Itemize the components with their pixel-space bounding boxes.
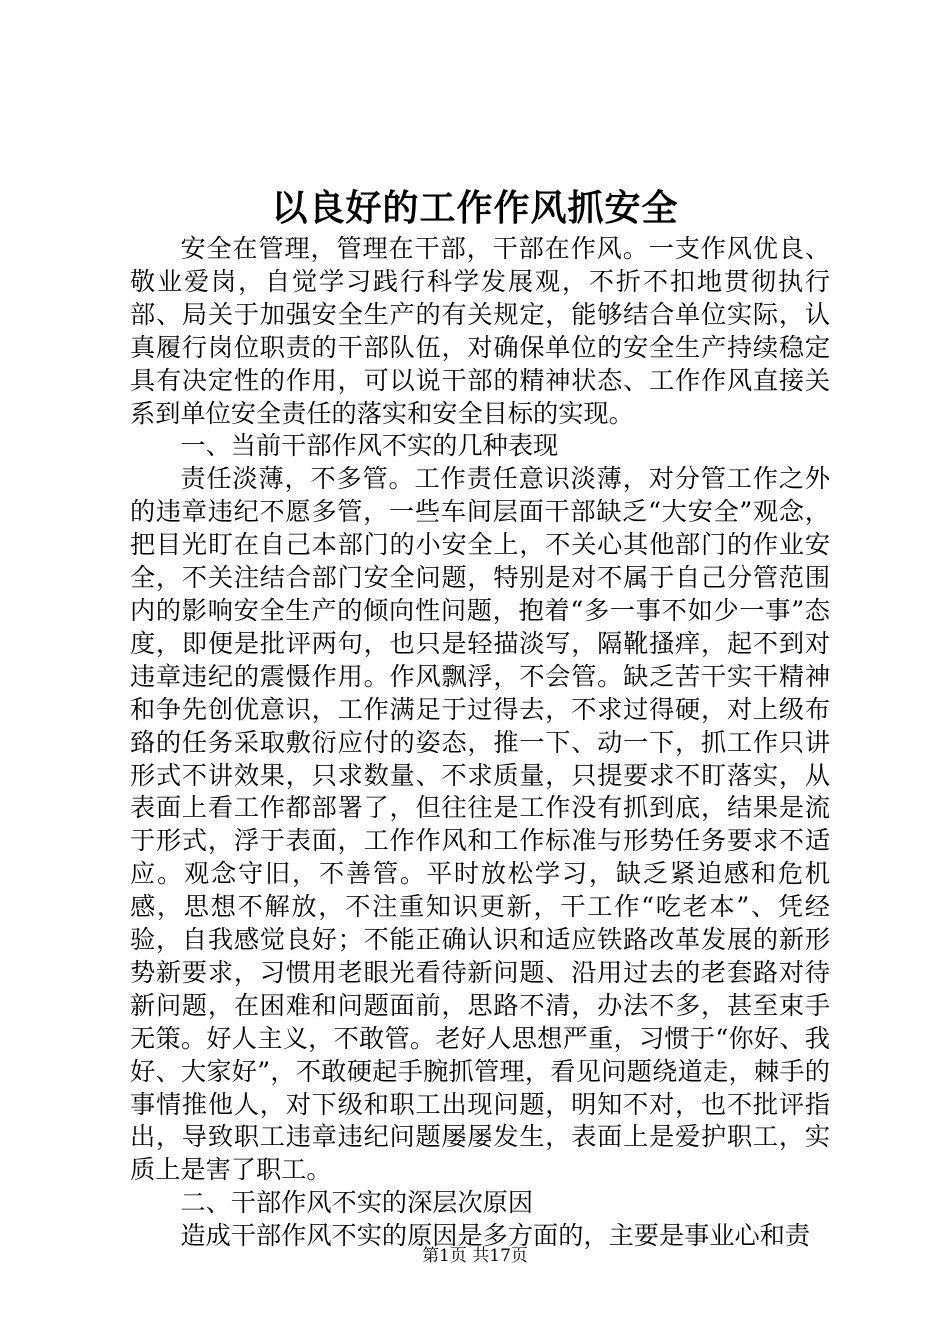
document-title: 以良好的工作作风抓安全 <box>271 187 679 229</box>
document-body <box>130 233 830 1253</box>
page-number-footer: 第1页 共17页 <box>422 1246 528 1266</box>
section-heading-2: 二、干部作风不实的深层次原因 <box>180 1188 534 1218</box>
section-heading-1: 一、当前干部作风不实的几种表现 <box>180 431 559 461</box>
section-2-paragraph: 造成干部作风不实的原因是多方面的，主要是事业心和责 <box>180 1221 811 1251</box>
section-1-paragraph: 责任淡薄，不多管。工作责任意识淡薄，对分管工作之外的违章违纪不愿多管，一些车间层面干部缺乏“大安全”观念，把目光盯在自己本部门的小安全上，不关心其他部门的作业安全，不关注结合部门安全问题，特别是对不属于自己分管范围内的影响安全生产的倾向性问题，抱着“多一事不如少一事”态度，即便是批评两句，也只是轻描淡写，隔靴搔痒，起不到对违章违纪的震慑作用。作风飘浮，不会管。缺乏苦干实干精神和争先创优意识，工作满足于过得去，不求过得硬，对上级布臵的任务采取敷衍应付的姿态，推一下、动一下，抓工作只讲形式不讲效果，只求数量、不求质量，只提要求不盯落实，从表面上看工作都部署了，但往往是工作没有抓到底，结果是流于形式，浮于表面，工作作风和工作标准与形势任务要求不适应。观念守旧，不善管。平时放松学习，缺乏紧迫感和危机感，思想不解放，不注重知识更新，干工作“吃老本”、凭经验，自我感觉良好；不能正确认识和适应铁路改革发展的新形势新要求，习惯用老眼光看待新问题、沿用过去的老套路对待新问题，在困难和问题面前，思路不清，办法不多，甚至束手无策。好人主义，不敢管。老好人思想严重，习惯于“你好、我好、大家好”，不敢硬起手腕抓管理，看见问题绕道走，棘手的事情推他人，对下级和职工出现问题，明知不对，也不批评指出，导致职工违章违纪问题屡屡发生，表面上是爱护职工，实质上是害了职工。 <box>130 464 830 1185</box>
intro-paragraph: 安全在管理，管理在干部，干部在作风。一支作风优良、敬业爱岗，自觉学习践行科学发展观，不折不扣地贯彻执行部、局关于加强安全生产的有关规定，能够结合单位实际，认真履行岗位职责的干部队伍，对确保单位的安全生产持续稳定具有决定性的作用，可以说干部的精神状态、工作作风直接关系到单位安全责任的落实和安全目标的实现。 <box>130 234 830 428</box>
